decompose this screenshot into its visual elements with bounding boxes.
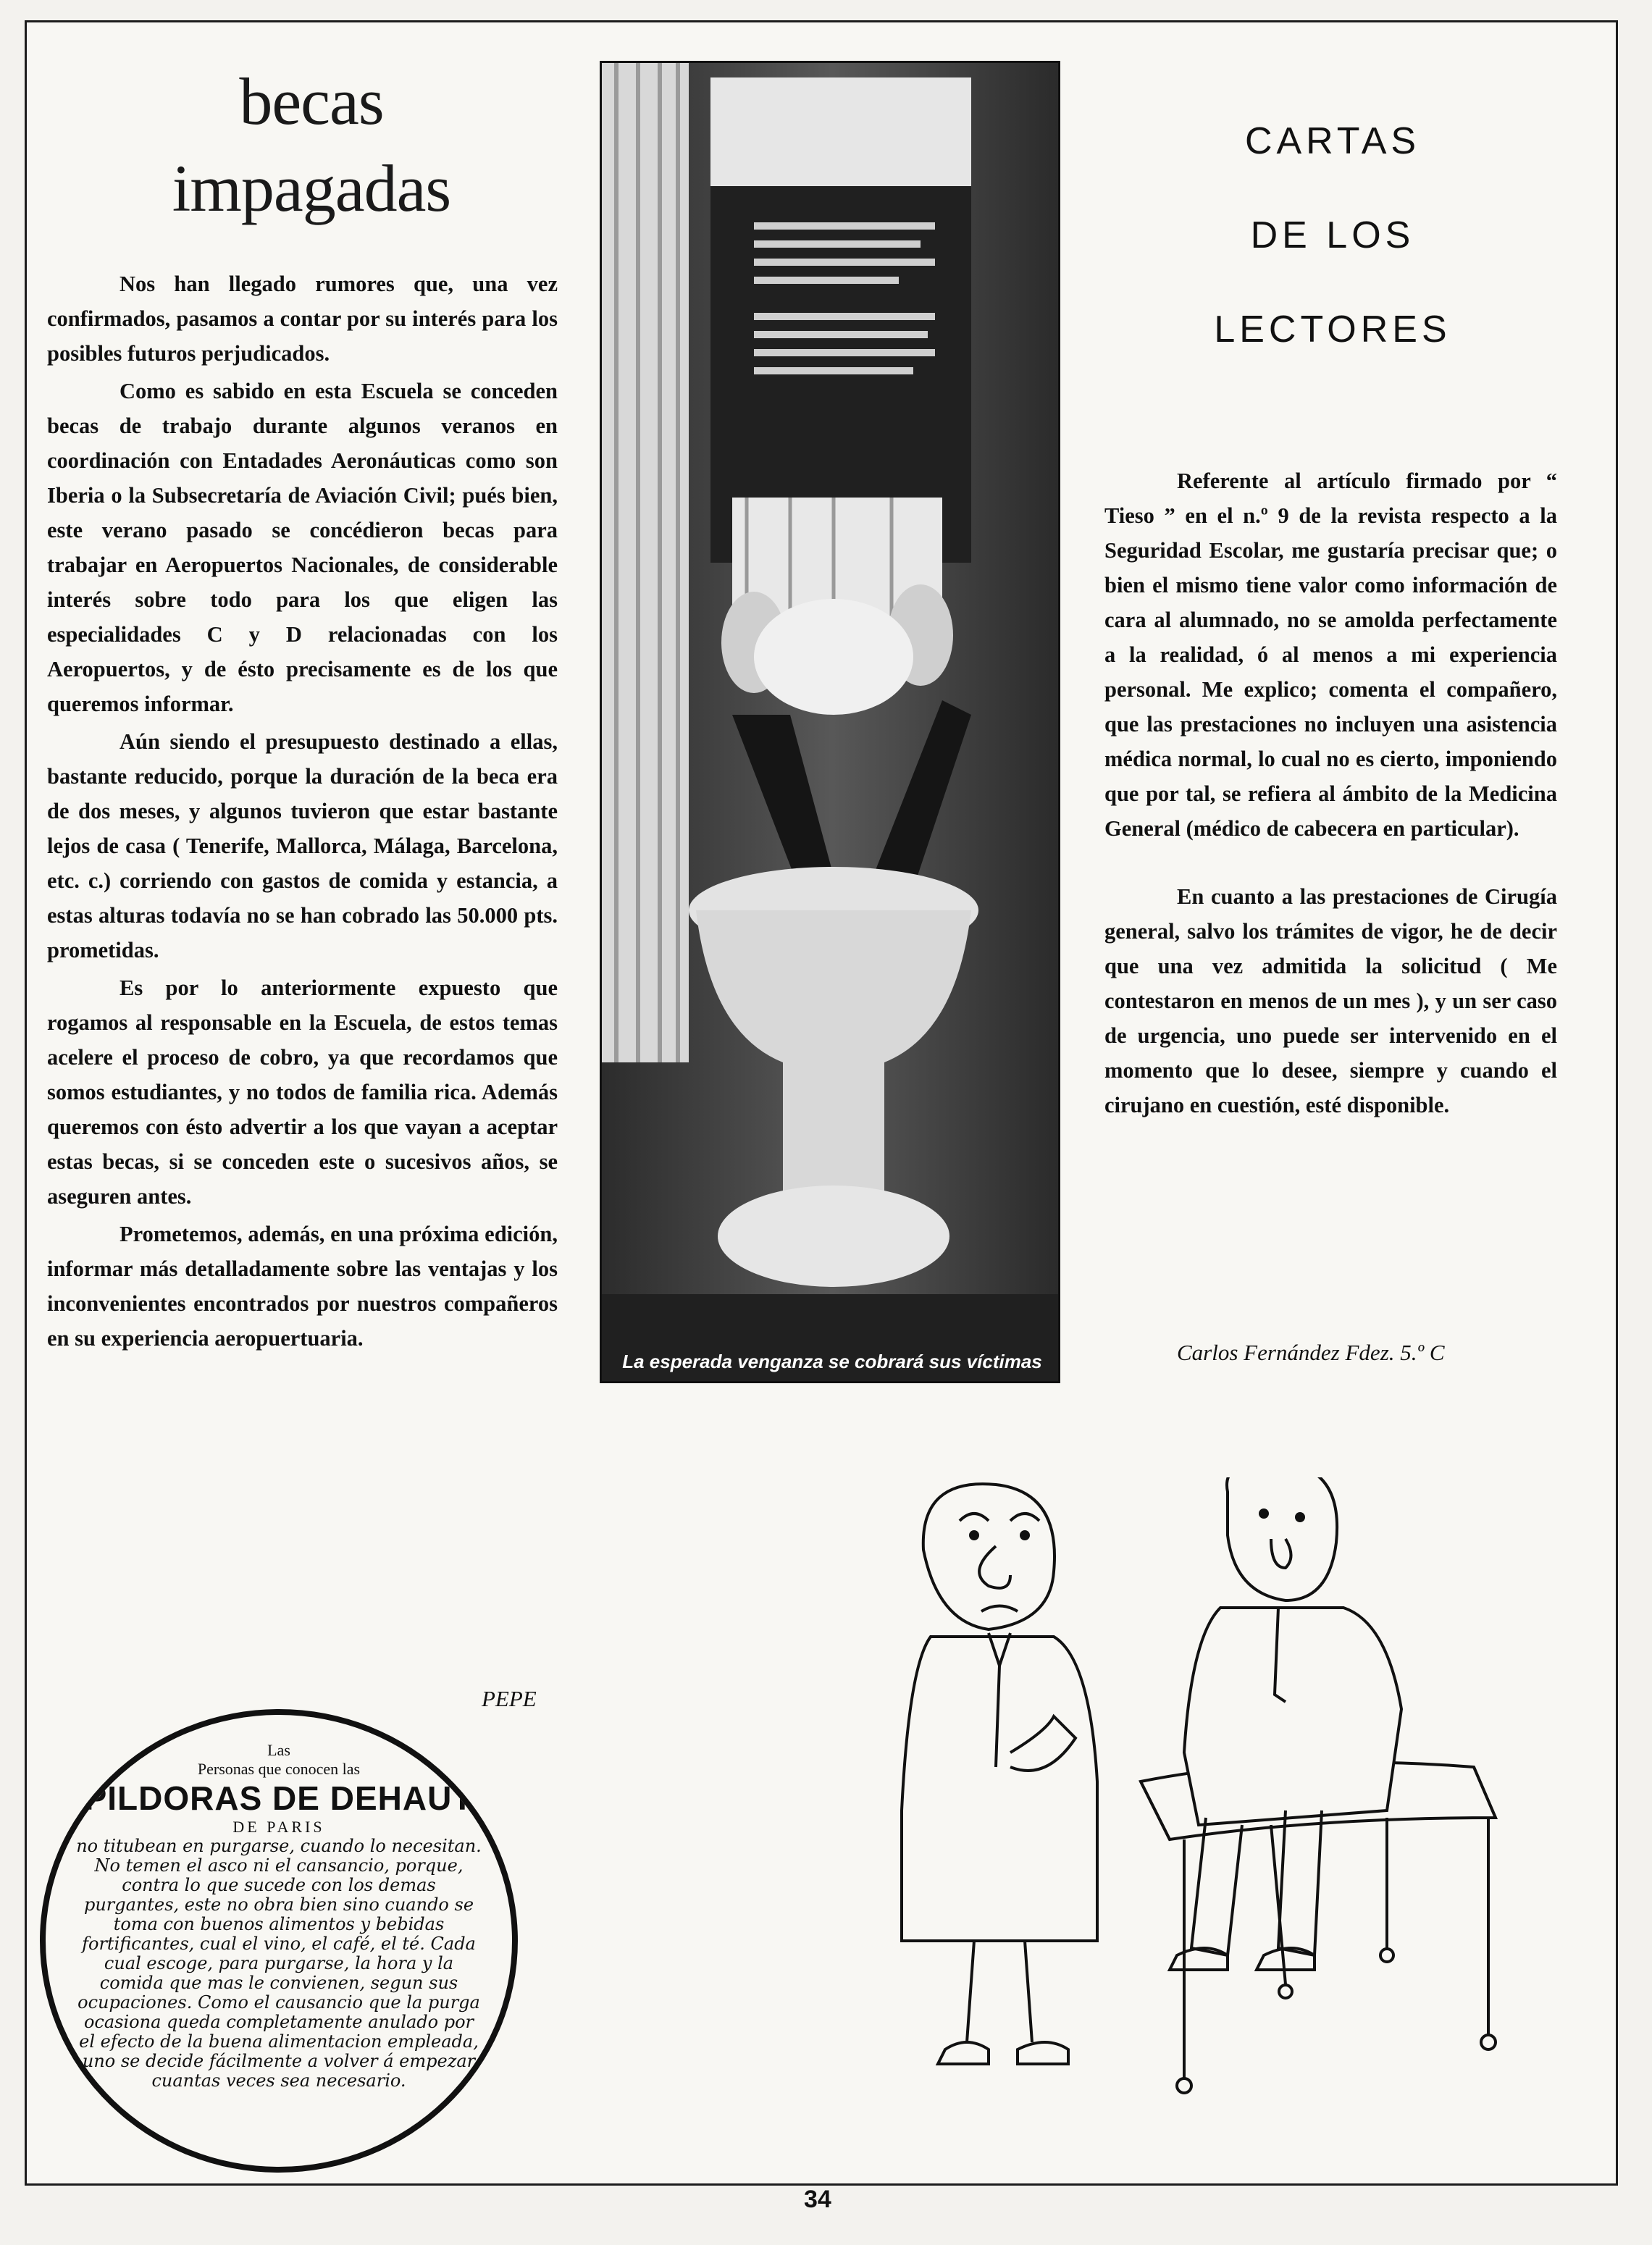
left-paragraph: Como es sabido en esta Escuela se conceden becas de trabajo durante algunos veranos en coordinación con Entadades Aeronáuticas como son Iberia o la Subsecretaría de Aviación Civil; pués bien, este verano pasado se concédieron becas para trabajar en Aeropuertos Nacionales, de considerable interés sobre todo para los que eligen las especialidades C y D relacionadas con los Aeropuertos, y de ésto precisamente es de los que queremos informar. bbox=[47, 379, 558, 716]
advert-body: no titubean en purgarse, cuando lo necesitan. No temen el asco ni el cansancio, porque, contra lo que sucede con los demas purgantes, este no obra bien sino cuando se toma con buenos alimentos y bebidas fortificantes, cual el vino, el café, el té. Cada cual escoge, para purgarse, la hora y la comida que mas le convienen, segun sus ocupaciones. Como el causancio que la purga ocasiona queda completamente anulado por el efecto de la buena alimentacion empleada, uno se decide fácilmente a volver á empezar cuantas veces sea necesario. bbox=[76, 1836, 482, 2091]
right-article-body bbox=[1104, 463, 1557, 1122]
advert-brand: PILDORAS DE DEHAUT bbox=[84, 1779, 474, 1817]
doctor-cartoon bbox=[880, 1477, 1597, 2115]
left-signature: PEPE bbox=[482, 1686, 537, 1711]
left-paragraph: Nos han llegado rumores que, una vez confirmados, pasamos a contar por su interés para los posibles futuros perjudicados. bbox=[47, 272, 558, 366]
page-number: 34 bbox=[804, 2186, 831, 2213]
advert-city: DE PARIS bbox=[232, 1818, 325, 1836]
letters-title-line: CARTAS bbox=[1244, 120, 1421, 162]
left-paragraph: Aún siendo el presupuesto destinado a ellas, bastante reducido, porque la duración de la beca era de dos meses, y algunos tuvieron que estar bastante lejos de casa ( Tenerife, Mallorca, Málaga, Barcelona, etc. c.) corriendo con gastos de comida y estancia, a estas alturas todavía no se han cobrado las 50.000 pts. prometidas. bbox=[47, 729, 558, 962]
advert-line-1: Las bbox=[267, 1741, 290, 1759]
photo-caption: La esperada venganza se cobrará sus víctimas bbox=[622, 1351, 1042, 1372]
toilet-photo bbox=[600, 61, 1060, 1383]
title-line-1: becas bbox=[239, 64, 384, 138]
advert-line-2: Personas que conocen las bbox=[197, 1760, 361, 1778]
doctor-patient-illustration bbox=[880, 1477, 1597, 2115]
letters-title-line: LECTORES bbox=[1214, 309, 1451, 351]
pildoras-advert bbox=[40, 1709, 518, 2173]
left-paragraph: Es por lo anteriormente expuesto que rogamos al responsable en la Escuela, de estos temas acelere el proceso de cobro, ya que recordamos que somos estudiantes, y no todos de familia rica. Además queremos con ésto advertir a los que vayan a aceptar estas becas, si se conceden este o sucesivos años, se aseguren antes. bbox=[47, 975, 558, 1209]
letters-title bbox=[1130, 94, 1535, 377]
right-paragraph: Referente al artículo firmado por “ Tieso ” en el n.º 9 de la revista respecto a la Seguridad Escolar, me gustaría precisar que; o bien el mismo tiene valor como información de cara al alumnado, no se amolda perfectamente a la realidad, ó al menos a mi experiencia personal. Me explico; comenta el compañero, que las prestaciones no incluyen una asistencia médica normal, lo cual no es cierto, imponiendo que por tal, se refiera al ámbito de la Medicina General (médico de cabecera en particular). bbox=[1104, 469, 1557, 841]
article-title-becas bbox=[87, 58, 536, 232]
title-line-2: impagadas bbox=[172, 151, 451, 225]
right-paragraph: En cuanto a las prestaciones de Cirugía general, salvo los trámites de vigor, he de decir que una vez admitida la solicitud ( Me contestaron en menos de un mes ), y un ser caso de urgencia, uno puede ser intervenido en el momento que lo desee, siempre y cuando el cirujano en cuestión, esté disponible. bbox=[1104, 884, 1557, 1117]
left-paragraph: Prometemos, además, en una próxima edición, informar más detalladamente sobre las ventajas y los inconvenientes encontrados por nuestros compañeros en su experiencia aeropuertuaria. bbox=[47, 1222, 558, 1351]
right-signature: Carlos Fernández Fdez. 5.º C bbox=[1177, 1340, 1445, 1365]
left-article-body bbox=[47, 267, 558, 1356]
letters-title-line: DE LOS bbox=[1250, 214, 1415, 256]
toilet-photo-illustration bbox=[602, 63, 1060, 1383]
